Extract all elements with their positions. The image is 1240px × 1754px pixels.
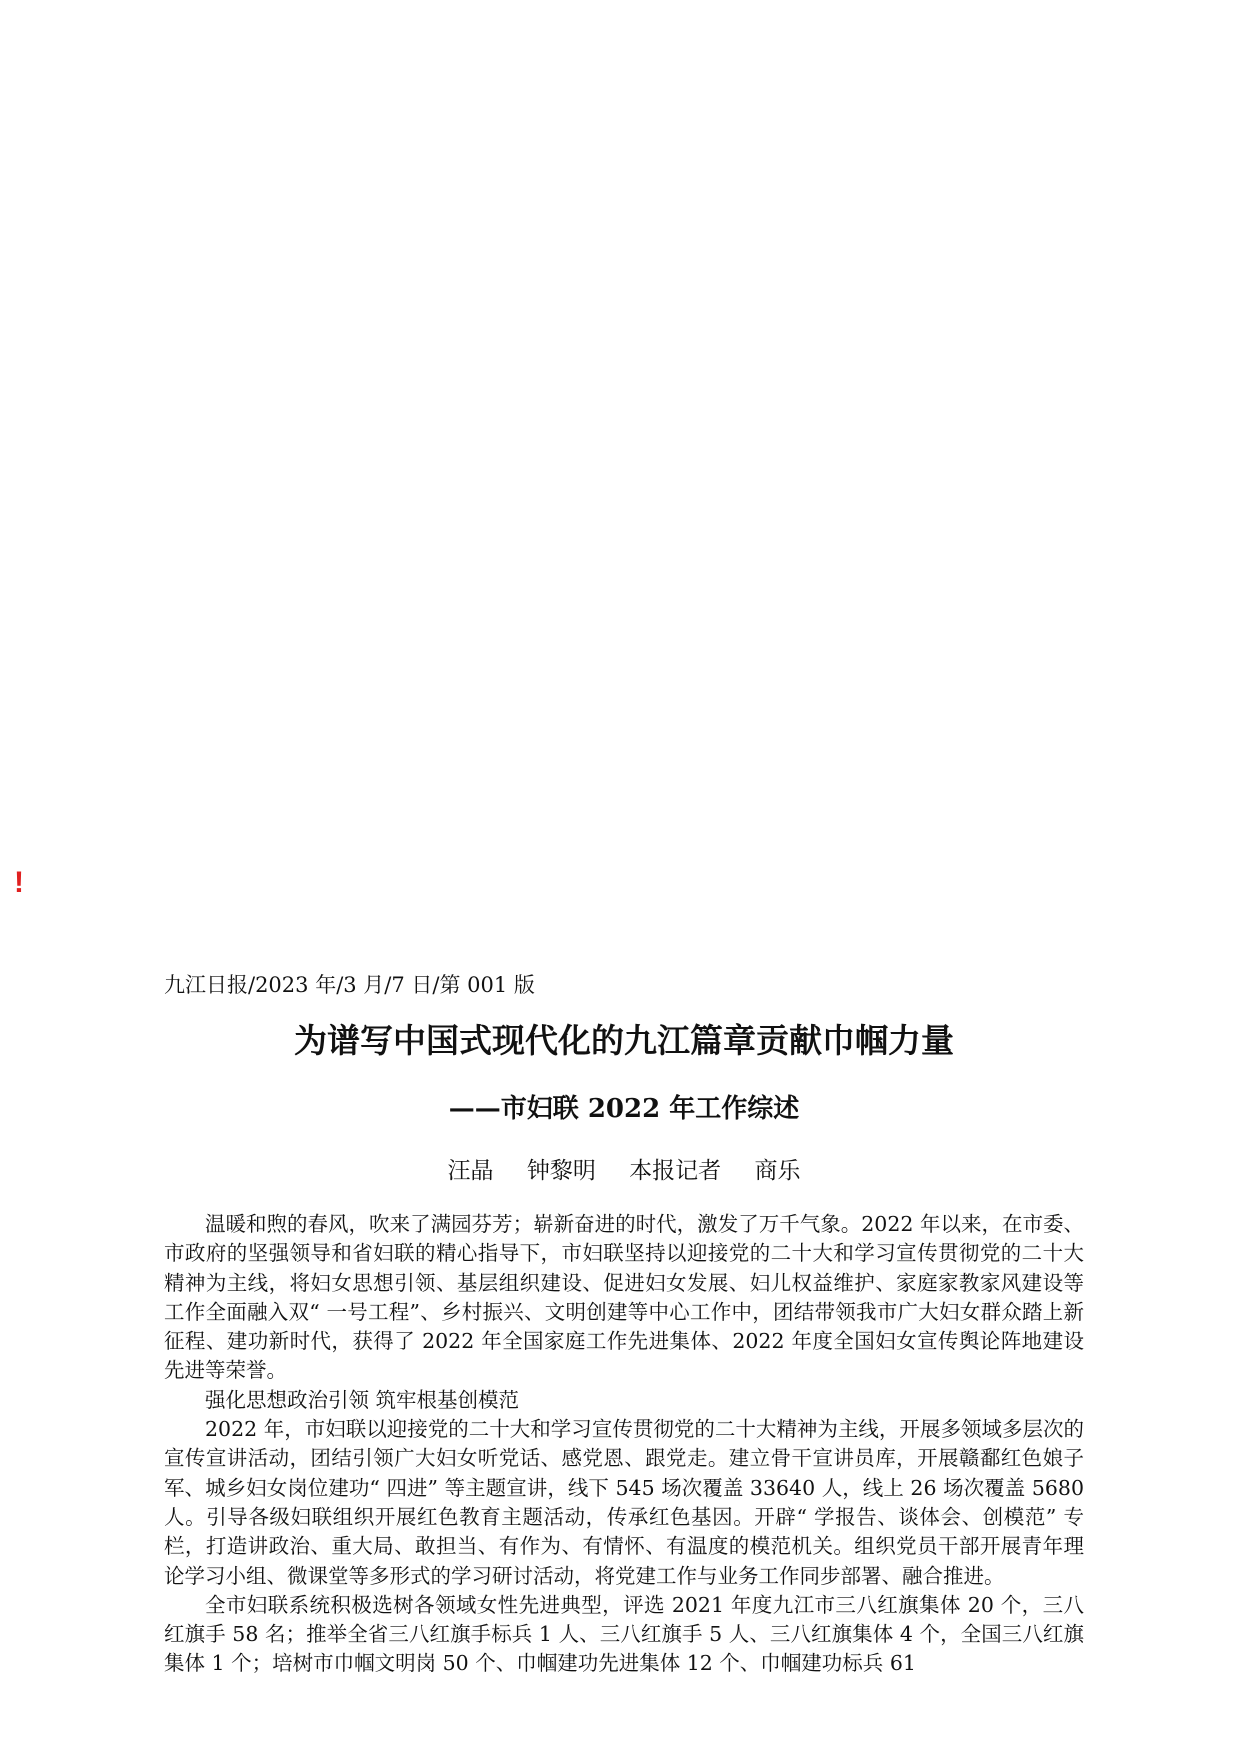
document [164, 970, 1084, 1679]
source-line: 九江日报/2023 年/3 月/7 日/第 001 版 [164, 973, 535, 997]
body-paragraph: 2022 年，市妇联以迎接党的二十大和学习宣传贯彻党的二十大精神为主线，开展多领域多层次的宣传宣讲活动，团结引领广大妇女听党话、感党恩、跟党走。建立骨干宣讲员库，开展赣鄱红色娘子军、城乡妇女岗位建功“ 四进” 等主题宣讲，线下 545 场次覆盖 33640 人，线上 26 场次覆盖 5680 人。引导各级妇联组织开展红色教育主题活动，传承红色基因。开辟“ 学报告、谈体会、创模范” 专栏，打造讲政治、重大局、敢担当、有作为、有情怀、有温度的模范机关。组织党员干部开展青年理论学习小组、微课堂等多形式的学习研讨活动，将党建工作与业务工作同步部署、融合推进。 [164, 1417, 1084, 1588]
body-paragraph: 温暖和煦的春风，吹来了满园芬芳；崭新奋进的时代，激发了万千气象。2022 年以来，在市委、市政府的坚强领导和省妇联的精心指导下，市妇联坚持以迎接党的二十大和学习宣传贯彻党的二十大精神为主线，将妇女思想引领、基层组织建设、促进妇女发展、妇儿权益维护、家庭家教家风建设等工作全面融入双“ 一号工程”、乡村振兴、文明创建等中心工作中，团结带领我市广大妇女群众踏上新征程、建功新时代，获得了 2022 年全国家庭工作先进集体、2022 年度全国妇女宣传舆论阵地建设先进等荣誉。 [164, 1212, 1084, 1383]
article-body [164, 1210, 1084, 1679]
warning-mark: ! [14, 866, 24, 899]
body-paragraph: 全市妇联系统积极选树各领域女性先进典型，评选 2021 年度九江市三八红旗集体 20 个，三八红旗手 58 名；推举全省三八红旗手标兵 1 人、三八红旗手 5 人、三八红旗集体 4 个，全国三八红旗集体 1 个；培树市巾帼文明岗 50 个、巾帼建功先进集体 12 个、巾帼建功标兵 61 [164, 1592, 1084, 1676]
article-title: 为谱写中国式现代化的九江篇章贡献巾帼力量 [294, 1021, 954, 1060]
article-subtitle: ——市妇联 2022 年工作综述 [448, 1094, 800, 1124]
section-heading: 强化思想政治引领 筑牢根基创模范 [205, 1387, 520, 1412]
author-name: 商乐 [754, 1158, 801, 1184]
author-name: 汪晶 [447, 1158, 494, 1184]
author-name: 本报记者 [629, 1158, 722, 1184]
author-name: 钟黎明 [526, 1158, 596, 1184]
author-line [164, 1154, 1084, 1188]
